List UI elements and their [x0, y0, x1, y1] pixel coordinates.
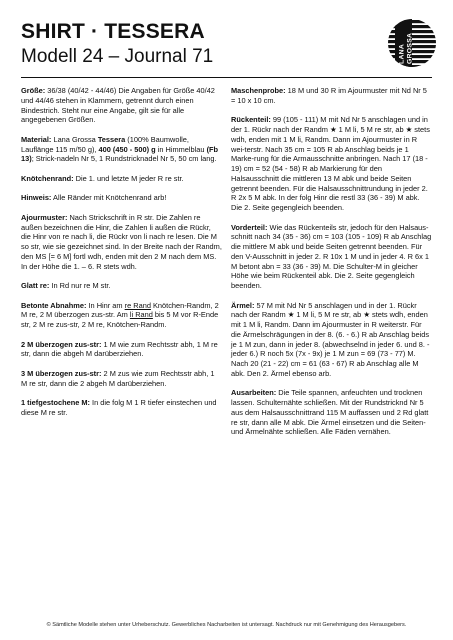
section-ausarbeiten: [231, 388, 432, 437]
section-aermel: [231, 301, 432, 379]
section-label: Material:: [21, 134, 52, 144]
section-groesse: [21, 86, 222, 125]
section-text: Wie das Rückenteils str, jedoch für den Halsaus-schnitt nach 34 (35 - 36) cm = 103 (105 - 109) R ab Anschlag die mittlere M abk und beide Seiten getrennt beenden. Für den V-Ausschnitt in jeder 2. R 10x 1 M und in jeder 4. R 6x 1 M betont abn = 33 (36 - 39) M. Die Schulter-M in gleicher Höhe wie beim Rückenteil abk. Die 2. Seite gegengleich beenden.: [231, 222, 432, 290]
section-label: Hinweis:: [21, 193, 52, 203]
section-text: 99 (105 - 111) M mit Nd Nr 5 anschlagen und in der 1. Rückr nach der Randm ★ 1 M li, 5 M re str, ab ★ stets wdh, enden mit 1 M li, Randm. Dann im Ajourmuster in R wei-terstr. Nach 35 cm = 105 R ab Anschlag beids je 1 Marke-rung für die Armausschnitte anbringen. Nach 17 (18 - 19) cm = 52 (54 - 58) R ab Markierung für den Halsausschnitt die mittleren 13 M abk und beide Seiten getrennt beenden. Für die Halsausschnittrundung in jeder 2. R 2x 5 M abk. In der folg Hinr die restl 33 (36 - 39) M abk. Die 2. Seite gegengleich beenden.: [231, 115, 430, 212]
left-column: [21, 86, 222, 427]
section-text: 2 M zus wie zum Rechtsstr abh, 1 M re str, dann die 2 abgeh M darüberziehen.: [21, 368, 215, 388]
section-text: In die folg M 1 R tiefer einstechen und diese M re str.: [21, 398, 217, 417]
section-text: Knötchen-Randm, 2 M re, 2 M überzogen zus-str. Am: [21, 300, 219, 320]
yarn-amount: 400 (450 - 500) g: [98, 144, 156, 154]
section-text: Alle Ränder mit Knötchenrand arb!: [51, 193, 167, 203]
section-text: 57 M mit Nd Nr 5 anschlagen und in der 1. Rückr nach der Randm ★ 1 M li, 5 M re str, ab ★ stets wdh, enden mit 1 M li, Randm. Dann im Ajourmuster in R weiterstr. Für die Ärmelschrägungen in der 8. (6. - 6.) R ab Anschlag beids je 1 M zun, dann in jeder 8. (abwechselnd in jeder 6. und 8. - jeder 6.) R noch 5x (7x - 9x) je 1 M zun = 69 (73 - 77) M. Nach 20 (21 - 22) cm = 61 (63 - 67) R ab Anschlag alle M abk. Den 2. Ärmel ebenso arb.: [231, 300, 430, 378]
section-text: 1 M wie zum Rechtsstr abh, 1 M re str, dann die abgeh M darüberziehen.: [21, 339, 218, 359]
section-text: (100% Baumwolle, Lauflänge 115 m/50 g),: [21, 134, 189, 154]
section-label: Betonte Abnahme:: [21, 300, 87, 310]
underlined-term: li Rand: [129, 310, 153, 320]
section-label: Rückenteil:: [231, 115, 271, 125]
section-text: 36/38 (40/42 - 44/46) Die Angaben für Größe 40/42 und 44/46 stehen in Klammern, getrennt durch einen Bindestrich. Steht nur eine Angabe, gilt sie für alle angegebenen Größen.: [21, 86, 215, 125]
brand-logo: [387, 18, 437, 68]
svg-text:GROSSA: GROSSA: [406, 32, 414, 64]
section-2m-ueberzogen: [21, 340, 222, 360]
yarn-name: Tessera: [97, 134, 126, 144]
section-text: 18 M und 30 R im Ajourmuster mit Nd Nr 5 = 10 x 10 cm.: [231, 86, 427, 105]
section-tiefgestochen: [21, 398, 222, 418]
section-glatt-re: [21, 281, 222, 291]
section-label: Größe:: [21, 86, 46, 95]
section-ajourmuster: [21, 213, 222, 272]
section-label: Glatt re:: [21, 281, 50, 290]
section-text: In Rd nur re M str.: [49, 281, 111, 290]
section-label: 3 M überzogen zus-str:: [21, 368, 102, 378]
section-label: Ärmel:: [231, 300, 255, 310]
section-text: Die 1. und letzte M jeder R re str.: [73, 173, 184, 183]
svg-text:LANA: LANA: [398, 43, 406, 64]
section-text: in Himmelblau: [155, 144, 207, 154]
page-subtitle: Modell 24 – Journal 71: [21, 46, 214, 67]
section-maschenprobe: [231, 86, 432, 106]
section-vorderteil: [231, 223, 432, 291]
page-title: SHIRT · TESSERA: [21, 20, 205, 43]
section-label: 2 M überzogen zus-str:: [21, 339, 102, 349]
section-text: Die Teile spannen, anfeuchten und trocknen lassen. Schulternähte schließen. Mit der Rundstricknd Nr 5 aus dem Halsausschnittrand 115 M auffassen und 2 Rd glatt re str, dann alle M abk. Die Ärmel einsetzen und die Seiten-und Ärmelnähte schließen. Alle Fäden vernähen.: [231, 388, 429, 437]
section-rueckenteil: [231, 115, 432, 213]
section-text: bis 5 M vor R-Ende str, 2 M re zus-str, 2 M re, Knötchen-Randm.: [21, 310, 219, 329]
section-text: Lana Grossa: [51, 134, 98, 144]
section-3m-ueberzogen: [21, 369, 222, 389]
section-label: Knötchenrand:: [21, 173, 74, 183]
section-label: Vorderteil:: [231, 222, 268, 232]
header-divider: [21, 77, 432, 78]
copyright-footer: © Sämtliche Modelle stehen unter Urheberschutz. Gewerbliches Nacharbeiten ist untersagt. Nachdruck nur mit Genehmigung des Herausgebers.: [46, 622, 407, 628]
section-label: Ausarbeiten:: [231, 388, 277, 398]
section-knoetchenrand: [21, 174, 222, 184]
yarn-color: (Fb 13): [21, 144, 219, 164]
underlined-term: re Rand: [124, 300, 151, 310]
section-label: Maschenprobe:: [231, 86, 286, 95]
section-betonte-abnahme: [21, 301, 222, 330]
right-column: [231, 86, 432, 447]
section-text: ; Strick-nadeln Nr 5, 1 Rundstricknadel Nr 5, 50 cm lang.: [31, 154, 217, 164]
section-hinweis: [21, 193, 222, 203]
section-text: Nach Strickschrift in R str. Die Zahlen re außen bezeichnen die Hinr, die Zahlen li außen die Rückr, die Hinr von re nach li, die Rückr von li nach re lesen. Die M so str, wie sie gezeichnet sind. In der Breite nach der Randm, den MS [= 6 M] fortl wdh, enden mit den 2 M nach dem MS. In der Höhe die 1. – 6. R stets wdh.: [21, 212, 222, 271]
section-material: [21, 135, 222, 164]
section-text: In Hinr am: [86, 300, 125, 310]
section-label: Ajourmuster:: [21, 212, 68, 222]
section-label: 1 tiefgestochene M:: [21, 398, 90, 407]
